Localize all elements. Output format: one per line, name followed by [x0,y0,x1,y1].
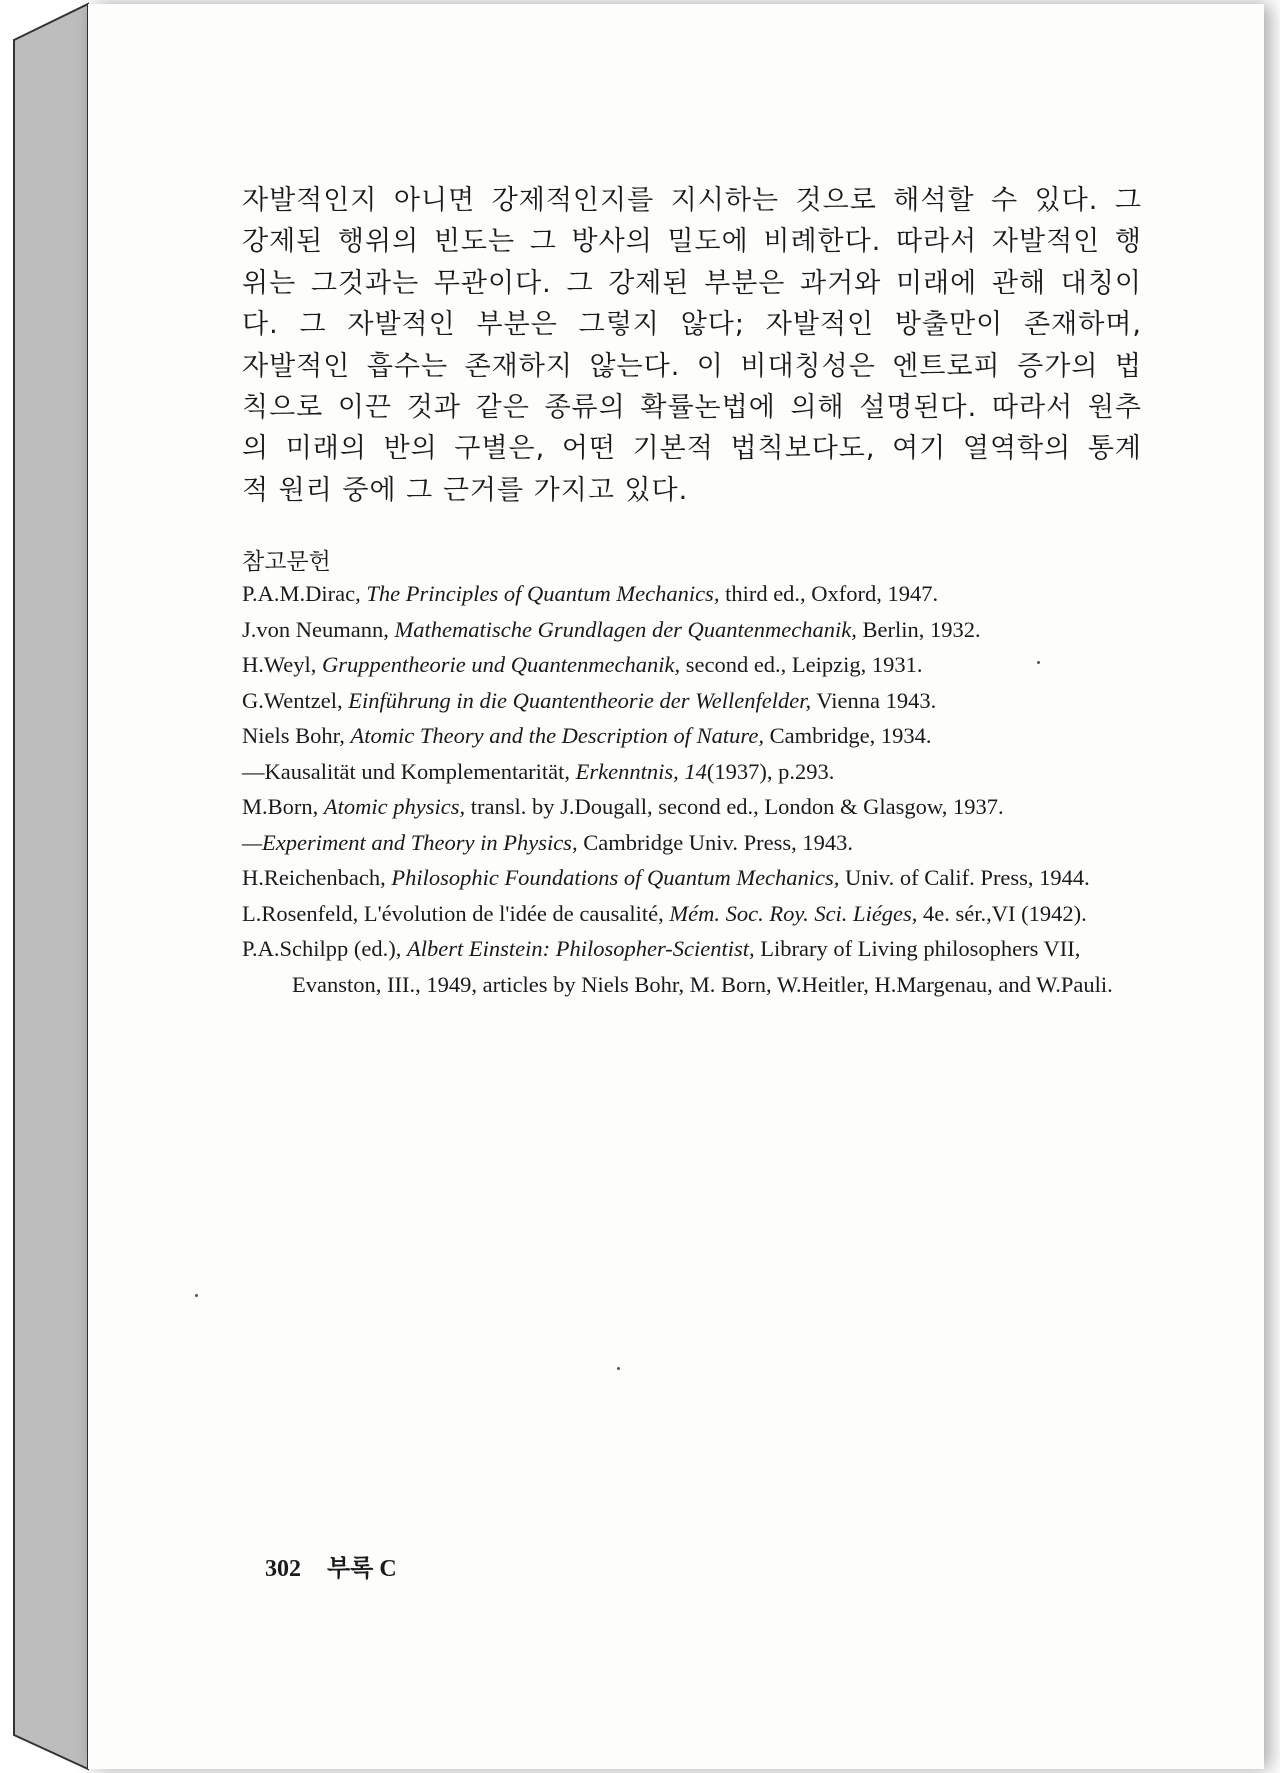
reference-item: J.von Neumann, Mathematische Grundlagen der Quantenmechanik, Berlin, 1932. [242,616,981,642]
references-heading: 참고문헌 [242,549,331,575]
body-line: 위는 그것과는 무관이다. 그 강제된 부분은 과거와 미래에 관해 대칭이 [242,267,1142,299]
reference-item: H.Reichenbach, Philosophic Foundations of Quantum Mechanics, Univ. of Calif. Press, 1944. [242,865,1090,890]
page-number: 302 [265,1556,301,1582]
print-speck [195,1294,198,1297]
reference-item: H.Weyl, Gruppentheorie und Quantenmechanik, second ed., Leipzig, 1931. [242,652,923,677]
reference-item: —Kausalität und Komplementarität, Erkenntnis, 14(1937), p.293. [242,758,835,784]
reference-item: M.Born, Atomic physics, transl. by J.Dougall, second ed., London & Glasgow, 1937. [242,794,1004,819]
reference-item: L.Rosenfeld, L'évolution de l'idée de causalité, Mém. Soc. Roy. Sci. Liéges, 4e. sér.,VI (1942). [242,900,1087,926]
body-line: 다. 그 자발적인 부분은 그렇지 않다; 자발적인 방출만이 존재하며, [242,309,1142,341]
print-speck [617,1367,620,1370]
body-line: 자발적인 흡수는 존재하지 않는다. 이 비대칭성은 엔트로피 증가의 법 [242,350,1142,382]
body-paragraph [242,180,1142,511]
reference-item: Niels Bohr, Atomic Theory and the Description of Nature, Cambridge, 1934. [242,723,932,748]
body-line: 자발적인지 아니면 강제적인지를 지시하는 것으로 해석할 수 있다. 그 [242,185,1142,216]
page-footer [265,1548,417,1583]
references-list [242,576,1142,1002]
section-label: 부록 C [327,1556,397,1582]
body-line: 칙으로 이끈 것과 같은 종류의 확률논법에 의해 설명된다. 따라서 원추 [242,392,1142,424]
body-line: 의 미래의 반의 구별은, 어떤 기본적 법칙보다도, 여기 열역학의 통계 [242,433,1142,465]
reference-item: —Experiment and Theory in Physics, Cambridge Univ. Press, 1943. [242,829,853,855]
reference-item: P.A.M.Dirac, The Principles of Quantum Mechanics, third ed., Oxford, 1947. [242,581,939,606]
print-speck [1037,661,1040,664]
body-line: 적 원리 중에 그 근거를 가지고 있다. [242,474,689,506]
reference-item: P.A.Schilpp (ed.), Albert Einstein: Philosopher-Scientist, Library of Living philosophers VII, Evanston, III., 1949, articles by Niels Bohr, M. Born, W.Heitler, H.Margenau, and W.Pauli. [242,936,1113,997]
reference-item: G.Wentzel, Einführung in die Quantentheorie der Wellenfelder, Vienna 1943. [242,687,937,713]
body-line: 강제된 행위의 빈도는 그 방사의 밀도에 비례한다. 따라서 자발적인 행 [242,226,1142,258]
